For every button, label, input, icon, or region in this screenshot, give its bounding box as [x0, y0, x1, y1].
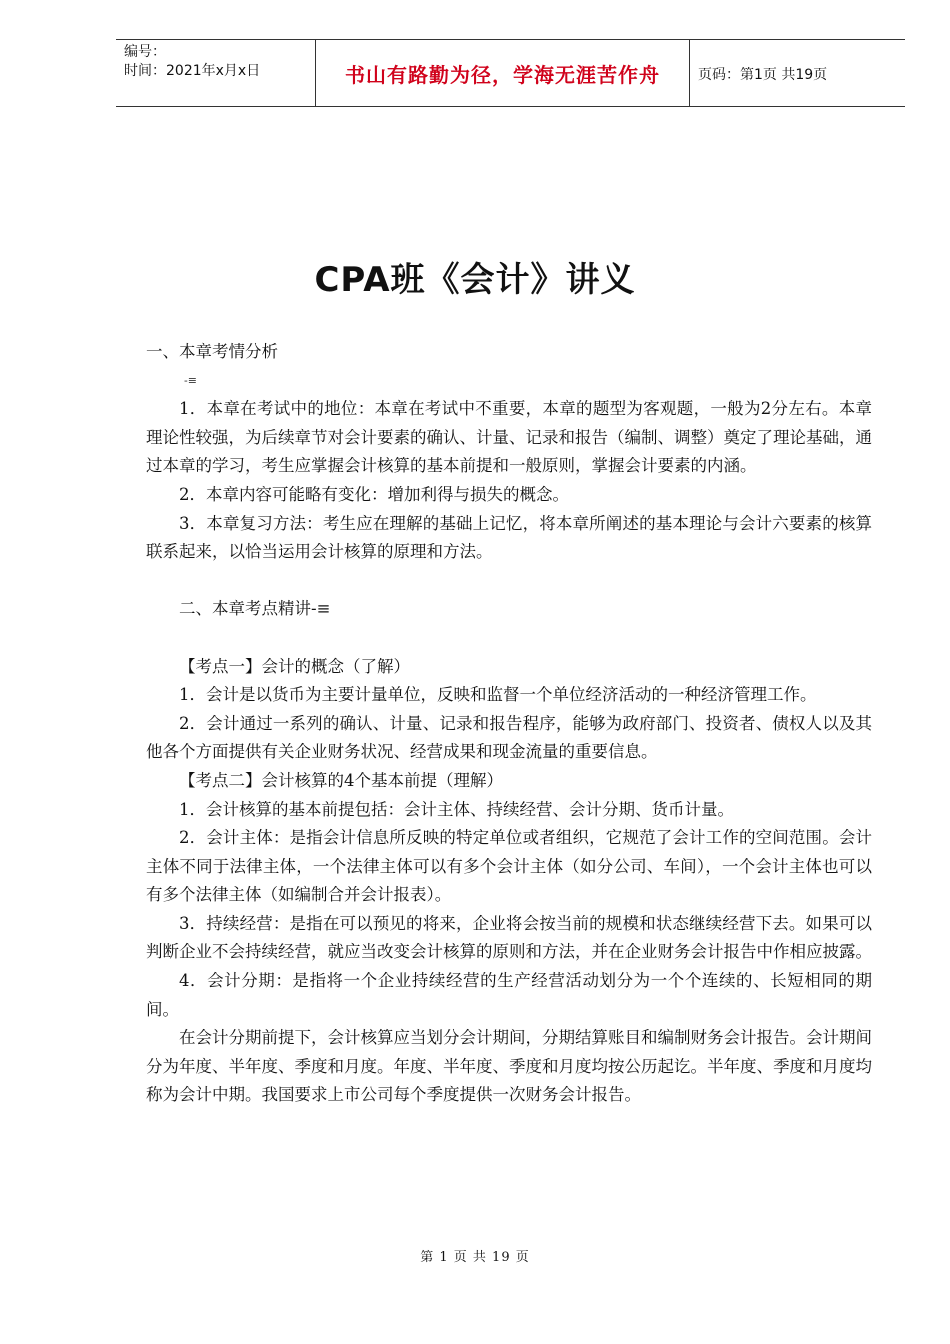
- key-point-1: 【考点一】会计的概念（了解）: [179, 656, 410, 676]
- time-label: 时间：2021年x月x日: [124, 63, 261, 79]
- page-footer: 第 1 页 共 19 页: [420, 1250, 530, 1265]
- paragraph-4: 1．会计是以货币为主要计量单位，反映和监督一个单位经济活动的一种经济管理工作。: [179, 685, 817, 705]
- page-header: [116, 39, 905, 107]
- paragraph-5: 2．会计通过一系列的确认、计量、记录和报告程序，能够为政府部门、投资者、债权人以及其他各个方面提供有关企业财务状况、经营成果和现金流量的重要信息。: [146, 713, 872, 762]
- paragraph-8: 3．持续经营：是指在可以预见的将来，企业将会按当前的规模和状态继续经营下去。如果可以判断企业不会持续经营，就应当改变会计核算的原则和方法，并在企业财务会计报告中作相应披露。: [146, 913, 872, 962]
- code-label: 编号：: [124, 44, 166, 60]
- document-title: CPA班《会计》讲义: [314, 260, 636, 300]
- paragraph-7: 2．会计主体：是指会计信息所反映的特定单位或者组织，它规范了会计工作的空间范围。会计主体不同于法律主体，一个法律主体可以有多个会计主体（如分公司、车间），一个会计主体也可以有多个法律主体（如编制合并会计报表）。: [146, 828, 872, 905]
- header-motto: 书山有路勤为径，学海无涯苦作舟: [316, 40, 690, 107]
- paragraph-2: 2．本章内容可能略有变化：增加利得与损失的概念。: [179, 484, 569, 504]
- paragraph-10: 在会计分期前提下，会计核算应当划分会计期间，分期结算账目和编制财务会计报告。会计期间分为年度、半年度、季度和月度。年度、半年度、季度和月度均按公历起讫。半年度、季度和月度均称为会计中期。我国要求上市公司每个季度提供一次财务会计报告。: [146, 1028, 872, 1105]
- paragraph-6: 1．会计核算的基本前提包括：会计主体、持续经营、会计分期、货币计量。: [179, 799, 734, 819]
- header-meta: [116, 40, 316, 107]
- header-page-label: 页码：第1页 共19页: [698, 66, 828, 83]
- paragraph-9: 4．会计分期：是指将一个企业持续经营的生产经营活动划分为一个个连续的、长短相同的期间。: [146, 971, 872, 1019]
- paragraph-1: 1．本章在考试中的地位：本章在考试中不重要，本章的题型为客观题，一般为2分左右。本章理论性较强，为后续章节对会计要素的确认、计量、记录和报告（编制、调整）奠定了理论基础，通过本章的学习，考生应掌握会计核算的基本前提和一般原则，掌握会计要素的内涵。: [146, 399, 872, 476]
- paragraph-3: 3．本章复习方法：考生应在理解的基础上记忆，将本章所阐述的基本理论与会计六要素的核算联系起来，以恰当运用会计核算的原理和方法。: [146, 513, 872, 562]
- mark-1: -≡: [184, 373, 197, 387]
- section-heading-1: 一、本章考情分析: [146, 342, 278, 361]
- document-body: [146, 338, 872, 1110]
- key-point-2: 【考点二】会计核算的4个基本前提（理解）: [179, 770, 503, 790]
- section-heading-2: 二、本章考点精讲-≡: [179, 599, 331, 619]
